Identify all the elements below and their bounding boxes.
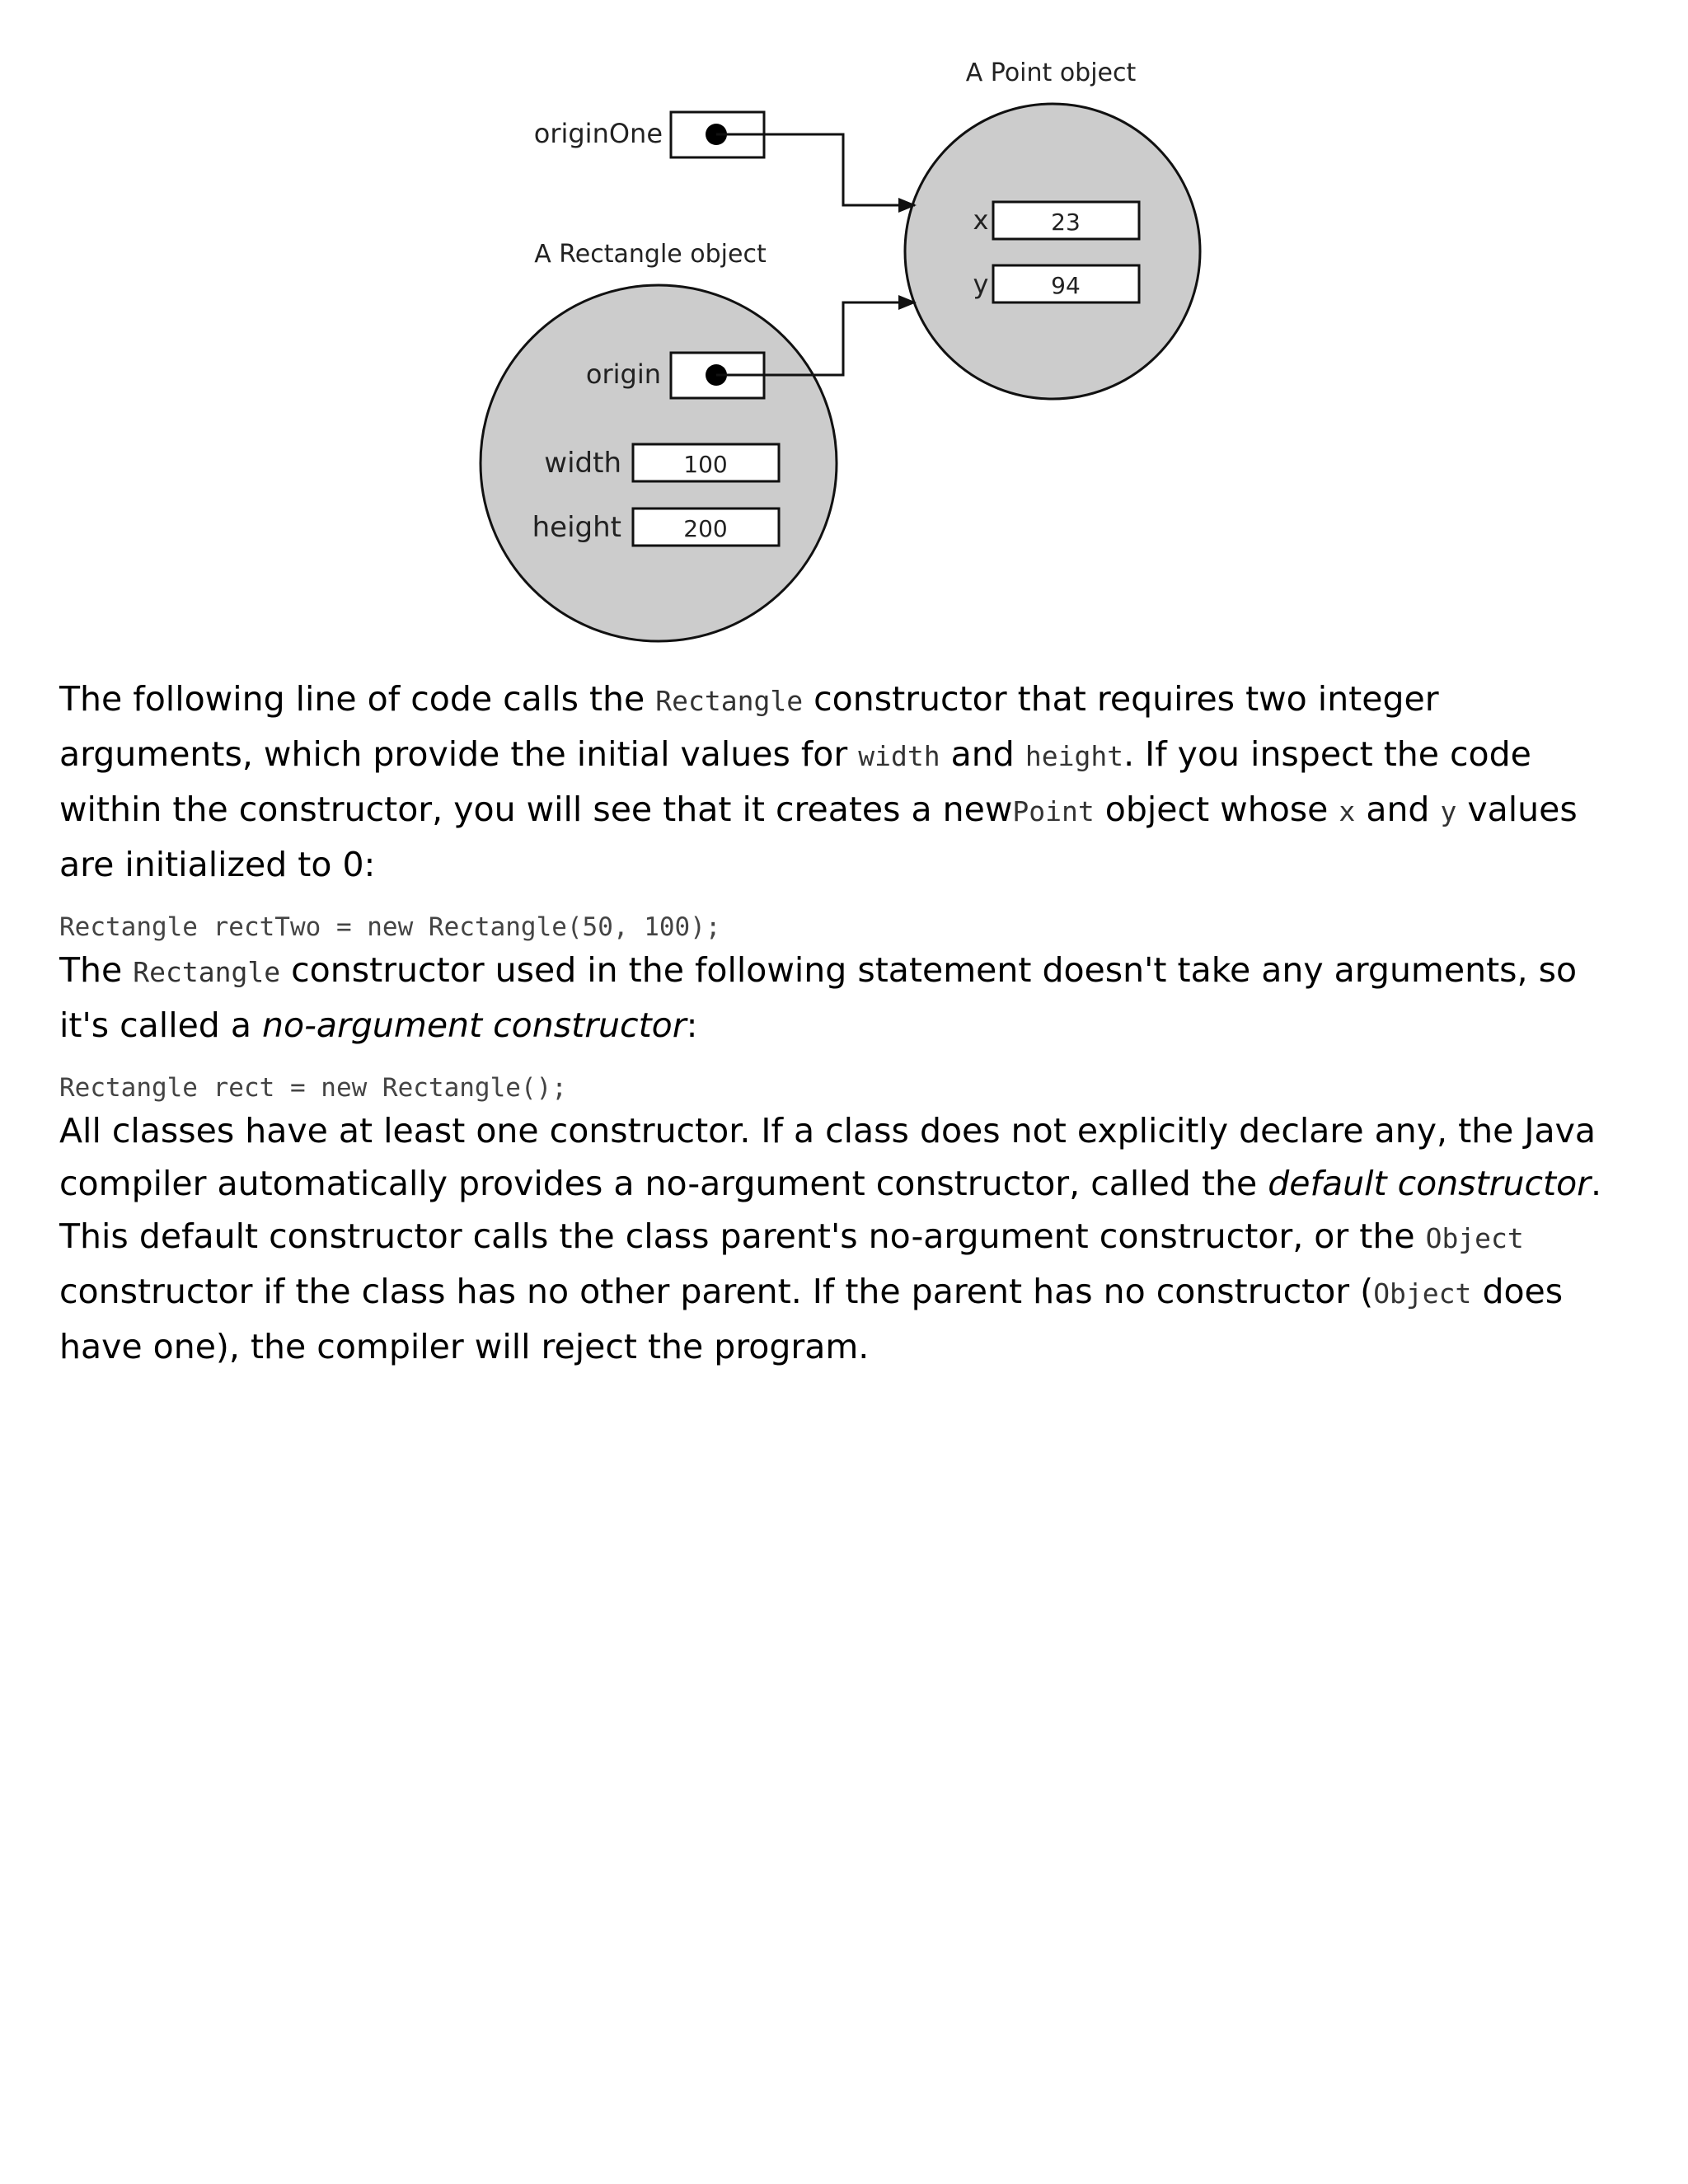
paragraph-no-arg-constructor	[59, 944, 1625, 1052]
code-run: Point	[1012, 795, 1095, 827]
y-value: 94	[1051, 272, 1081, 299]
emphasis-run: no-argument constructor	[262, 1005, 687, 1045]
text-run: constructor used in the following statement doesn't take any arguments, so it's called a	[59, 950, 1578, 1045]
point-object-label: A Point object	[965, 59, 1137, 87]
text-run: All classes have at least one constructor. If a class does not explicitly declare any, the Java compiler automatically provides a no-argument constructor, called the	[59, 1111, 1596, 1203]
rectangle-object-label: A Rectangle object	[534, 240, 767, 269]
paragraph-two-arg-constructor	[59, 673, 1625, 891]
text-run: The	[59, 950, 134, 990]
origin-label: origin	[585, 359, 661, 390]
text-run: values are initialized to 0:	[59, 790, 1578, 884]
code-run: width	[858, 740, 940, 772]
text-run: :	[686, 1005, 698, 1045]
text-run: . If you inspect the code within the constructor, you will see that it creates a new	[59, 734, 1531, 829]
x-label: x	[973, 204, 989, 236]
document-body	[59, 673, 1625, 1373]
x-value: 23	[1051, 209, 1081, 236]
width-value: 100	[683, 451, 728, 478]
text-run: and	[940, 734, 1025, 774]
code-run: Rectangle	[655, 685, 804, 717]
text-run: constructor if the class has no other parent. If the parent has no constructor (	[59, 1272, 1374, 1311]
height-label: height	[532, 511, 621, 544]
code-run: height	[1025, 740, 1124, 772]
text-run: does have one), the compiler will reject the program.	[59, 1272, 1564, 1366]
width-label: width	[544, 447, 621, 480]
code-run: x	[1339, 795, 1356, 827]
variable-label: originOne	[533, 118, 663, 149]
object-reference-diagram	[0, 0, 1688, 659]
height-value: 200	[683, 515, 728, 542]
emphasis-run: default constructor	[1268, 1164, 1592, 1203]
text-run: object whose	[1094, 790, 1339, 829]
code-snippet-rect: Rectangle rect = new Rectangle();	[59, 1073, 567, 1103]
text-run: constructor that requires two integer arguments, which provide the initial values for	[59, 679, 1439, 774]
y-label: y	[973, 269, 989, 300]
text-run: The following line of code calls the	[59, 679, 656, 719]
text-run: . This default constructor calls the class parent's no-argument constructor, or the	[59, 1164, 1602, 1256]
code-run: Object	[1373, 1277, 1472, 1310]
code-snippet-recttwo: Rectangle rectTwo = new Rectangle(50, 100);	[59, 912, 721, 942]
point-object-circle	[905, 104, 1200, 399]
code-run: y	[1440, 795, 1457, 827]
paragraph-default-constructor	[59, 1104, 1625, 1373]
code-run: Object	[1425, 1222, 1524, 1254]
code-run: Rectangle	[133, 956, 281, 988]
text-run: and	[1355, 790, 1441, 829]
